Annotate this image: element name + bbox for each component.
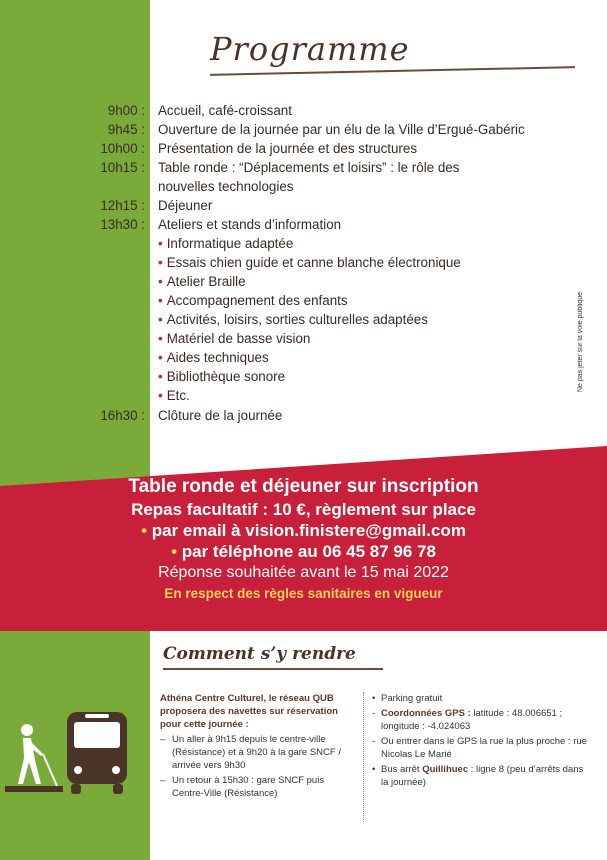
schedule-text: Clôture de la journée	[158, 408, 283, 423]
parking-info: Parking gratuit	[381, 693, 443, 704]
schedule-text: Ouverture de la journée par un élu de la Ville d’Ergué-Gabéric	[158, 122, 525, 137]
gps-label: Coordonnées GPS :	[381, 708, 471, 719]
bullet-icon: •	[158, 255, 163, 270]
atelier-row	[60, 367, 540, 386]
access-details	[372, 692, 587, 789]
access-underline	[163, 668, 383, 670]
atelier-row	[60, 272, 540, 291]
schedule-row	[60, 196, 540, 215]
shuttle-outbound: Un aller à 9h15 depuis le centre-ville (Résistance) et à 9h20 à la gare SNCF / arrivée vers 9h30	[172, 734, 341, 771]
bullet-icon: •	[158, 274, 163, 289]
list-item: • Parking gratuit	[372, 693, 443, 704]
registration-title: Table ronde et déjeuner sur inscription	[128, 476, 479, 497]
schedule-time: 16h30 :	[100, 408, 145, 423]
gps-value: latitude : 48.006651 ; longitude : -4.024063	[381, 708, 563, 732]
schedule-row	[60, 158, 540, 196]
bullet-icon: •	[171, 542, 182, 561]
schedule-time: 12h15 :	[100, 198, 145, 213]
schedule-row	[60, 215, 540, 234]
atelier-item: Accompagnement des enfants	[166, 293, 348, 308]
schedule-row	[60, 101, 540, 120]
atelier-item: Etc.	[166, 388, 190, 403]
schedule-text: Accueil, café-croissant	[158, 103, 292, 118]
atelier-item: Bibliothèque sonore	[166, 369, 286, 384]
bus-line-info: : ligne 8 (peu d’arrêts dans la journée)	[381, 764, 584, 788]
access-title: Comment s’y rendre	[163, 644, 356, 664]
schedule-time: 13h30 :	[100, 217, 145, 232]
bullet-icon: •	[158, 369, 163, 384]
meal-info: Repas facultatif : 10 €, règlement sur place	[131, 500, 476, 519]
atelier-row	[60, 386, 540, 405]
schedule-text: Table ronde : “Déplacements et loisirs” : le rôle des nouvelles technologies	[158, 160, 460, 194]
schedule-row	[60, 120, 540, 139]
atelier-item: Aides techniques	[166, 350, 269, 365]
atelier-row	[60, 253, 540, 272]
schedule-row	[60, 406, 540, 425]
bus-icon	[67, 712, 127, 794]
email-info: par email à vision.finistere@gmail.com	[151, 521, 466, 540]
registration-info	[0, 474, 607, 604]
bus-stop-name: Quillihuec	[422, 764, 469, 775]
atelier-item: Matériel de basse vision	[166, 331, 311, 346]
schedule-text: Déjeuner	[158, 198, 213, 213]
schedule-text: Ateliers et stands d’information	[158, 217, 342, 232]
shuttle-info	[160, 692, 350, 800]
atelier-row	[60, 310, 540, 329]
phone-info: par téléphone au 06 45 87 96 78	[181, 542, 436, 561]
schedule-row	[60, 139, 540, 158]
list-item: - Ou entrer dans le GPS la rue la plus proche : rue Nicolas Le Marié	[372, 736, 587, 760]
schedule	[60, 101, 540, 425]
bullet-icon: •	[158, 293, 163, 308]
schedule-time: 10h15 :	[100, 160, 145, 175]
walking-blind-person-icon	[5, 724, 63, 792]
atelier-item: Atelier Braille	[166, 274, 246, 289]
sanitary-info: En respect des règles sanitaires en vigueur	[164, 586, 443, 601]
side-note: Ne pas jeter sur la voie publique	[577, 292, 584, 393]
schedule-time: 10h00 :	[100, 141, 145, 156]
bullet-icon: •	[158, 388, 163, 403]
schedule-time: 9h45 :	[107, 122, 145, 137]
bullet-icon: •	[141, 521, 152, 540]
shuttle-intro: Athéna Centre Culturel, le réseau QUB proposera des navettes sur réservation pour cette journée :	[160, 693, 338, 730]
gps-alternative: Ou entrer dans le GPS la rue la plus proche : rue Nicolas Le Marié	[381, 736, 587, 760]
transport-illustration	[5, 700, 145, 800]
atelier-row	[60, 291, 540, 310]
list-item: • Bus arrêt Quillihuec : ligne 8 (peu d’arrêts dans la journée)	[372, 764, 584, 788]
column-divider	[363, 692, 365, 822]
bullet-icon: •	[158, 350, 163, 365]
list-item: – Un retour à 15h30 : gare SNCF puis Centre-Ville (Résistance)	[160, 774, 350, 800]
atelier-row	[60, 348, 540, 367]
atelier-item: Activités, loisirs, sorties culturelles adaptées	[166, 312, 428, 327]
shuttle-return: Un retour à 15h30 : gare SNCF puis Centre-Ville (Résistance)	[172, 775, 325, 799]
bullet-icon: •	[158, 236, 163, 251]
schedule-text: Présentation de la journée et des structures	[158, 141, 418, 156]
deadline-info: Réponse souhaitée avant le 15 mai 2022	[158, 564, 449, 581]
atelier-row	[60, 234, 540, 253]
list-item: - Coordonnées GPS : latitude : 48.006651 ; longitude : -4.024063	[372, 708, 563, 732]
list-item: – Un aller à 9h15 depuis le centre-ville (Résistance) et à 9h20 à la gare SNCF / arrivée vers 9h30	[160, 733, 350, 772]
bus-prefix: Bus arrêt	[381, 764, 420, 775]
page-title: Programme	[210, 30, 410, 68]
bullet-icon: •	[158, 331, 163, 346]
bullet-icon: •	[158, 312, 163, 327]
schedule-time: 9h00 :	[107, 103, 145, 118]
atelier-item: Essais chien guide et canne blanche électronique	[166, 255, 461, 270]
atelier-row	[60, 329, 540, 348]
atelier-item: Informatique adaptée	[166, 236, 294, 251]
